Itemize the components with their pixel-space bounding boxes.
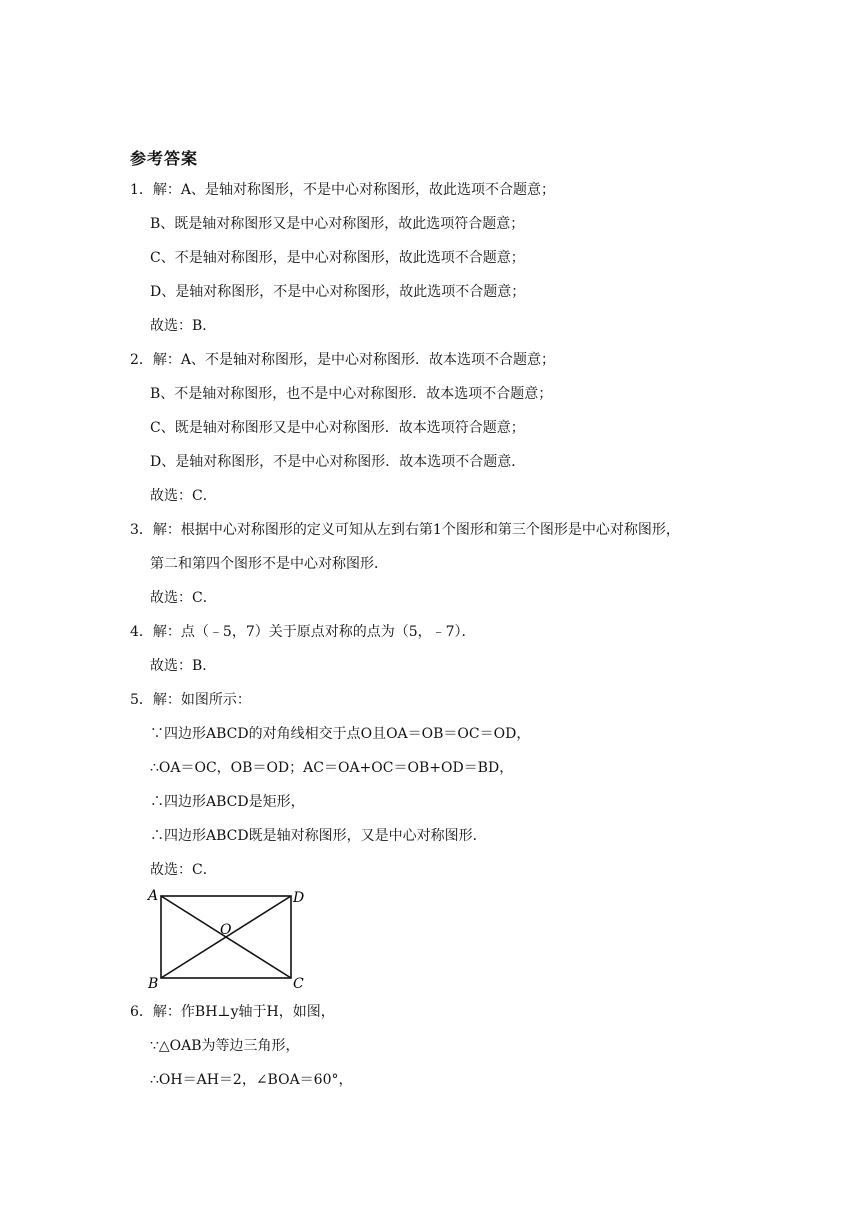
rectangle-diagram (145, 882, 315, 992)
answer-2-line-4: D、是轴对称图形，不是中心对称图形．故本选项不合题意． (150, 454, 526, 470)
answer-5-line-3: ∴OA＝OC，OB＝OD；AC＝OA+OC＝OB+OD＝BD， (150, 760, 514, 776)
answer-6-line-1: 6．解：作BH⊥y轴于H，如图， (130, 1004, 335, 1020)
answer-1-line-2: B、既是轴对称图形又是中心对称图形，故此选项符合题意； (150, 216, 525, 232)
vertex-label-a: A (148, 888, 159, 904)
answer-5-line-5: ∴四边形ABCD既是轴对称图形，又是中心对称图形． (150, 828, 487, 844)
answer-1-line-5: 故选：B． (150, 318, 217, 334)
answer-2-line-1: 2．解：A、不是轴对称图形，是中心对称图形．故本选项不合题意； (130, 352, 556, 368)
answer-5-line-2: ∵四边形ABCD的对角线相交于点O且OA＝OB＝OC＝OD， (150, 726, 531, 742)
answer-5-line-1: 5．解：如图所示： (130, 692, 251, 708)
answer-2-line-5: 故选：C． (150, 488, 217, 504)
answer-1-line-1: 1．解：A、是轴对称图形，不是中心对称图形，故此选项不合题意； (130, 182, 556, 198)
answer-1-line-3: C、不是轴对称图形，是中心对称图形，故此选项不合题意； (150, 250, 525, 266)
answer-2-line-3: C、既是轴对称图形又是中心对称图形．故本选项符合题意； (150, 420, 525, 436)
vertex-label-c: C (293, 976, 304, 992)
answer-5-line-4: ∴四边形ABCD是矩形， (150, 794, 305, 810)
answer-2-line-2: B、不是轴对称图形，也不是中心对称图形．故本选项不合题意； (150, 386, 553, 402)
answer-3-line-3: 故选：C． (150, 590, 217, 606)
answer-5-line-6: 故选：C． (150, 862, 217, 878)
page-heading: 参考答案 (130, 149, 199, 168)
answer-1-line-4: D、是轴对称图形，不是中心对称图形，故此选项不合题意； (150, 284, 526, 300)
center-label-o: O (220, 922, 232, 938)
answer-3-line-2: 第二和第四个图形不是中心对称图形． (150, 556, 388, 572)
answer-6-line-2: ∵△OAB为等边三角形， (150, 1038, 300, 1054)
answer-4-line-2: 故选：B． (150, 658, 217, 674)
vertex-label-b: B (148, 976, 159, 992)
answer-6-line-3: ∴OH＝AH＝2，∠BOA＝60°， (150, 1072, 353, 1088)
vertex-label-d: D (293, 890, 305, 906)
answer-3-line-1: 3．解：根据中心对称图形的定义可知从左到右第1个图形和第三个图形是中心对称图形， (130, 522, 680, 538)
answer-4-line-1: 4．解：点（﹣5，7）关于原点对称的点为（5，﹣7）． (130, 624, 476, 640)
